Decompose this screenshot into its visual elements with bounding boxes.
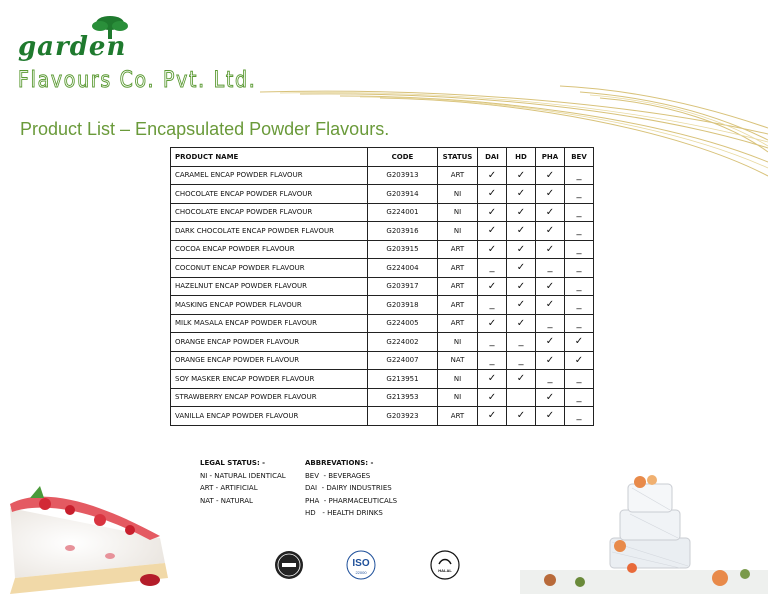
pha-cell: _ (536, 370, 565, 389)
table-row (171, 203, 594, 222)
dai-cell: ✓ (478, 203, 507, 222)
product-name-cell: CHOCOLATE ENCAP POWDER FLAVOUR (171, 185, 368, 204)
halal-label: HALAL (438, 568, 452, 573)
product-name-cell: ORANGE ENCAP POWDER FLAVOUR (171, 333, 368, 352)
hd-cell: ✓ (507, 185, 536, 204)
dai-cell: ✓ (478, 314, 507, 333)
bev-cell: _ (565, 166, 594, 185)
bev-cell: _ (565, 240, 594, 259)
status-cell: ART (438, 407, 478, 426)
bev-cell: _ (565, 222, 594, 241)
status-cell: ART (438, 166, 478, 185)
hd-cell: ✓ (507, 277, 536, 296)
product-code-cell: G203915 (368, 240, 438, 259)
dai-cell: _ (478, 333, 507, 352)
bev-cell: _ (565, 296, 594, 315)
table-row (171, 296, 594, 315)
product-code-cell: G203913 (368, 166, 438, 185)
bev-cell: _ (565, 370, 594, 389)
hd-cell: ✓ (507, 222, 536, 241)
pha-cell: _ (536, 314, 565, 333)
veggie-badge-icon (274, 550, 304, 580)
table-row (171, 222, 594, 241)
product-code-cell: G203916 (368, 222, 438, 241)
legend-item: HD - HEALTH DRINKS (305, 509, 383, 517)
product-name-cell: HAZELNUT ENCAP POWDER FLAVOUR (171, 277, 368, 296)
legend-item: BEV - BEVERAGES (305, 471, 371, 480)
legend-item: ART - ARTIFICIAL (200, 484, 258, 492)
table-row (171, 407, 594, 426)
legend-item: DAI - DAIRY INDUSTRIES (305, 484, 392, 492)
dai-cell: ✓ (478, 185, 507, 204)
dai-cell: ✓ (478, 388, 507, 407)
product-name-cell: CHOCOLATE ENCAP POWDER FLAVOUR (171, 203, 368, 222)
legend-item: NI - NATURAL IDENTICAL (200, 471, 286, 480)
iso-label: ISO (352, 558, 370, 569)
pha-cell: ✓ (536, 222, 565, 241)
product-name-cell: COCONUT ENCAP POWDER FLAVOUR (171, 259, 368, 278)
bev-cell: ✓ (565, 351, 594, 370)
bev-cell: ✓ (565, 333, 594, 352)
hd-cell: ✓ (507, 166, 536, 185)
legend-item: NAT - NATURAL (200, 496, 253, 505)
pha-cell: ✓ (536, 407, 565, 426)
status-cell: NI (438, 388, 478, 407)
status-cell: ART (438, 314, 478, 333)
hd-cell: ✓ (507, 203, 536, 222)
status-cell: ART (438, 259, 478, 278)
table-row (171, 185, 594, 204)
product-name-cell: CARAMEL ENCAP POWDER FLAVOUR (171, 166, 368, 185)
product-code-cell: G213953 (368, 388, 438, 407)
iso-badge (346, 550, 376, 580)
dai-cell: ✓ (478, 277, 507, 296)
status-cell: NI (438, 333, 478, 352)
page-title: Product List – Encapsulated Powder Flavours. (20, 119, 390, 139)
status-cell: ART (438, 240, 478, 259)
header-pha: PHA (536, 148, 565, 167)
product-code-cell: G203923 (368, 407, 438, 426)
status-cell: ART (438, 277, 478, 296)
table-row (171, 259, 594, 278)
product-name-cell: COCOA ENCAP POWDER FLAVOUR (171, 240, 368, 259)
company-logo (18, 14, 278, 96)
pha-cell: ✓ (536, 296, 565, 315)
pha-cell: ✓ (536, 333, 565, 352)
header-hd: HD (507, 148, 536, 167)
table-body (171, 166, 594, 425)
header-code: CODE (368, 148, 438, 167)
dai-cell: _ (478, 296, 507, 315)
halal-badge-icon (430, 550, 460, 580)
hd-cell: ✓ (507, 240, 536, 259)
abbreviations-legend (305, 457, 397, 520)
product-code-cell: G213951 (368, 370, 438, 389)
hd-cell: _ (507, 333, 536, 352)
pha-cell: ✓ (536, 351, 565, 370)
dai-cell: ✓ (478, 222, 507, 241)
table-header-row (171, 148, 594, 167)
dai-cell: _ (478, 259, 507, 278)
hd-cell: ✓ (507, 296, 536, 315)
status-cell: NI (438, 203, 478, 222)
product-code-cell: G224005 (368, 314, 438, 333)
pha-cell: ✓ (536, 203, 565, 222)
status-cell: ART (438, 296, 478, 315)
table-row (171, 166, 594, 185)
dai-cell: _ (478, 351, 507, 370)
bev-cell: _ (565, 203, 594, 222)
product-code-cell: G224007 (368, 351, 438, 370)
product-name-cell: ORANGE ENCAP POWDER FLAVOUR (171, 351, 368, 370)
status-cell: NI (438, 185, 478, 204)
header-dai: DAI (478, 148, 507, 167)
pha-cell: _ (536, 259, 565, 278)
iso-sub: 22000 (355, 570, 367, 575)
pha-cell: ✓ (536, 240, 565, 259)
hd-cell (507, 388, 536, 407)
bev-cell: _ (565, 407, 594, 426)
table-row (171, 370, 594, 389)
product-code-cell: G203917 (368, 277, 438, 296)
product-code-cell: G203918 (368, 296, 438, 315)
hd-cell: ✓ (507, 370, 536, 389)
strawberry-cake-image (0, 468, 175, 594)
header-bev: BEV (565, 148, 594, 167)
product-name-cell: SOY MASKER ENCAP POWDER FLAVOUR (171, 370, 368, 389)
product-name-cell: MASKING ENCAP POWDER FLAVOUR (171, 296, 368, 315)
legal-status-legend (200, 457, 286, 507)
hd-cell: ✓ (507, 314, 536, 333)
table-row (171, 277, 594, 296)
product-name-cell: VANILLA ENCAP POWDER FLAVOUR (171, 407, 368, 426)
legend-item: PHA - PHARMACEUTICALS (305, 496, 398, 505)
bev-cell: _ (565, 277, 594, 296)
product-name-cell: MILK MASALA ENCAP POWDER FLAVOUR (171, 314, 368, 333)
pha-cell: ✓ (536, 166, 565, 185)
pha-cell: ✓ (536, 185, 565, 204)
legal-status-title: LEGAL STATUS: - (200, 459, 266, 467)
product-name-cell: DARK CHOCOLATE ENCAP POWDER FLAVOUR (171, 222, 368, 241)
dai-cell: ✓ (478, 240, 507, 259)
table-row (171, 314, 594, 333)
header-product-name: PRODUCT NAME (171, 148, 368, 167)
dai-cell: ✓ (478, 407, 507, 426)
status-cell: NI (438, 222, 478, 241)
product-code-cell: G224001 (368, 203, 438, 222)
status-cell: NAT (438, 351, 478, 370)
product-table (170, 147, 594, 426)
bev-cell: _ (565, 314, 594, 333)
table-row (171, 333, 594, 352)
pha-cell: ✓ (536, 388, 565, 407)
pha-cell: ✓ (536, 277, 565, 296)
table-row (171, 240, 594, 259)
abbreviations-title: ABBREVATIONS: - (305, 459, 374, 467)
table-row (171, 351, 594, 370)
dai-cell: ✓ (478, 370, 507, 389)
wedding-cake-image (520, 470, 768, 594)
company-name: Flavours Co. Pvt. Ltd. (18, 68, 257, 93)
status-cell: NI (438, 370, 478, 389)
logo-wordmark: garden (18, 32, 127, 62)
product-name-cell: STRAWBERRY ENCAP POWDER FLAVOUR (171, 388, 368, 407)
table-row (171, 388, 594, 407)
hd-cell: ✓ (507, 259, 536, 278)
dai-cell: ✓ (478, 166, 507, 185)
product-code-cell: G224004 (368, 259, 438, 278)
bev-cell: _ (565, 185, 594, 204)
header-status: STATUS (438, 148, 478, 167)
product-code-cell: G224002 (368, 333, 438, 352)
hd-cell: ✓ (507, 407, 536, 426)
product-code-cell: G203914 (368, 185, 438, 204)
product-table-container (170, 147, 594, 426)
halal-badge (430, 550, 460, 580)
hd-cell: _ (507, 351, 536, 370)
bev-cell: _ (565, 259, 594, 278)
bev-cell: _ (565, 388, 594, 407)
